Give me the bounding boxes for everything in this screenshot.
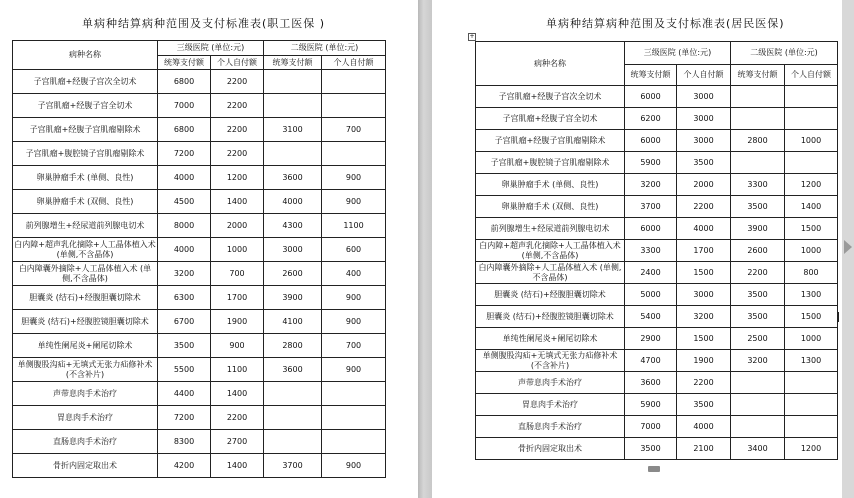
grade3-self-cell: 1500 (677, 262, 731, 284)
grade3-pool-cell: 7000 (158, 94, 211, 118)
table-row (476, 372, 838, 394)
grade2-self-cell (785, 416, 838, 438)
grade3-self-cell: 3000 (677, 86, 731, 108)
disease-name-cell: 单侧腹股沟疝+无填式无张力疝修补术 (不含补片) (13, 358, 158, 382)
grade3-self-cell: 1100 (211, 358, 264, 382)
disease-name-cell: 白内障囊外摘除+人工晶体植入术 (单侧,不含晶体) (476, 262, 625, 284)
table-row (13, 430, 386, 454)
table-row (476, 86, 838, 108)
grade2-pool-cell: 4100 (264, 310, 322, 334)
grade2-pool-cell: 3700 (264, 454, 322, 478)
grade2-pool-cell: 2600 (731, 240, 785, 262)
table-row (476, 328, 838, 350)
grade2-pool-cell (264, 94, 322, 118)
grade2-self-cell (785, 394, 838, 416)
grade2-self-cell: 900 (322, 358, 386, 382)
grade2-self-cell: 1000 (785, 328, 838, 350)
table-move-handle-icon[interactable]: + (469, 33, 475, 40)
grade3-self-cell: 2000 (211, 214, 264, 238)
header-grade2: 二级医院 (单位:元) (731, 42, 838, 65)
grade2-pool-cell (731, 394, 785, 416)
disease-name-cell: 直肠息肉手术治疗 (476, 416, 625, 438)
disease-name-cell: 胃息肉手术治疗 (13, 406, 158, 430)
grade3-self-cell: 2200 (677, 196, 731, 218)
grade3-pool-cell: 5500 (158, 358, 211, 382)
disease-name-cell: 单侧腹股沟疝+无填式无张力疝修补术 (不含补片) (476, 350, 625, 372)
grade3-self-cell: 1900 (677, 350, 731, 372)
grade3-self-cell: 3500 (677, 152, 731, 174)
grade2-pool-cell: 3900 (731, 218, 785, 240)
grade2-self-cell: 900 (322, 166, 386, 190)
grade3-pool-cell: 7200 (158, 406, 211, 430)
grade3-pool-cell: 4200 (158, 454, 211, 478)
table-row (13, 70, 386, 94)
grade2-self-cell: 700 (322, 334, 386, 358)
table-row (476, 108, 838, 130)
grade3-pool-cell: 5900 (625, 152, 677, 174)
page-title-employee: 单病种结算病种范围及支付标准表(职工医保 ) (82, 17, 326, 30)
grade2-self-cell (322, 142, 386, 166)
grade3-self-cell: 900 (211, 334, 264, 358)
grade3-self-cell: 1900 (211, 310, 264, 334)
grade3-self-cell: 4000 (677, 218, 731, 240)
table-row (476, 174, 838, 196)
grade2-self-cell: 1300 (785, 284, 838, 306)
table-row (13, 94, 386, 118)
grade2-self-cell: 900 (322, 310, 386, 334)
grade2-self-cell: 1000 (785, 130, 838, 152)
grade3-pool-cell: 4000 (158, 166, 211, 190)
grade3-pool-cell: 8000 (158, 214, 211, 238)
grade2-pool-cell: 4300 (264, 214, 322, 238)
page-gutter (418, 0, 432, 498)
grade3-pool-cell: 7000 (625, 416, 677, 438)
grade3-pool-cell: 5400 (625, 306, 677, 328)
grade3-pool-cell: 6000 (625, 86, 677, 108)
table-row (13, 382, 386, 406)
grade3-pool-cell: 6000 (625, 130, 677, 152)
disease-name-cell: 子宫肌瘤+经腹子宫肌瘤剔除术 (13, 118, 158, 142)
grade2-pool-cell: 2600 (264, 262, 322, 286)
disease-name-cell: 胆囊炎 (结石)+经腹腔镜胆囊切除术 (476, 306, 625, 328)
table-row (476, 130, 838, 152)
grade2-pool-cell (264, 430, 322, 454)
grade2-pool-cell (264, 406, 322, 430)
table-row (13, 310, 386, 334)
disease-name-cell: 子宫肌瘤+腹腔镜子宫肌瘤剔除术 (13, 142, 158, 166)
text-cursor (838, 312, 839, 322)
grade3-self-cell: 3500 (677, 394, 731, 416)
grade3-pool-cell: 6800 (158, 70, 211, 94)
table-row (476, 350, 838, 372)
grade2-pool-cell (731, 152, 785, 174)
header-grade2-self: 个人自付额 (322, 56, 386, 70)
table-row (476, 438, 838, 460)
grade2-self-cell: 700 (322, 118, 386, 142)
disease-name-cell: 子宫肌瘤+经腹子宫次全切术 (13, 70, 158, 94)
header-grade3-self: 个人自付额 (211, 56, 264, 70)
grade2-pool-cell (264, 142, 322, 166)
grade2-pool-cell: 3100 (264, 118, 322, 142)
grade3-pool-cell: 6700 (158, 310, 211, 334)
table-row (476, 218, 838, 240)
disease-name-cell: 子宫肌瘤+经腹子宫全切术 (13, 94, 158, 118)
grade2-pool-cell: 3500 (731, 196, 785, 218)
grade2-self-cell: 900 (322, 286, 386, 310)
grade3-pool-cell: 6300 (158, 286, 211, 310)
disease-name-cell: 胆囊炎 (结石)+经腹胆囊切除术 (476, 284, 625, 306)
disease-name-cell: 白内障+超声乳化摘除+人工晶体植入术 (单侧,不含晶体) (13, 238, 158, 262)
table-row (13, 334, 386, 358)
table-row (13, 454, 386, 478)
header-disease-name: 病种名称 (476, 42, 625, 86)
grade3-pool-cell: 3200 (158, 262, 211, 286)
grade3-self-cell: 3000 (677, 108, 731, 130)
grade2-pool-cell (264, 382, 322, 406)
disease-name-cell: 胆囊炎 (结石)+经腹胆囊切除术 (13, 286, 158, 310)
disease-name-cell: 卵巢肿瘤手术 (双侧、良性) (476, 196, 625, 218)
grade3-pool-cell: 6000 (625, 218, 677, 240)
disease-name-cell: 卵巢肿瘤手术 (单侧、良性) (13, 166, 158, 190)
header-grade3-self: 个人自付额 (677, 65, 731, 86)
table-row (13, 262, 386, 286)
grade2-pool-cell: 3600 (264, 358, 322, 382)
grade2-self-cell: 400 (322, 262, 386, 286)
grade3-pool-cell: 3600 (625, 372, 677, 394)
grade2-pool-cell: 3400 (731, 438, 785, 460)
grade2-pool-cell (264, 70, 322, 94)
grade3-pool-cell: 3700 (625, 196, 677, 218)
grade3-self-cell: 1400 (211, 454, 264, 478)
disease-name-cell: 单纯性阑尾炎+阑尾切除术 (476, 328, 625, 350)
employee-insurance-table (12, 40, 386, 478)
grade3-self-cell: 3000 (677, 130, 731, 152)
grade3-pool-cell: 3300 (625, 240, 677, 262)
grade3-pool-cell: 2900 (625, 328, 677, 350)
grade3-self-cell: 1400 (211, 190, 264, 214)
table-row (476, 152, 838, 174)
grade2-self-cell: 1500 (785, 218, 838, 240)
page-title-resident: 单病种结算病种范围及支付标准表(居民医保) (546, 17, 785, 30)
grade3-pool-cell: 4700 (625, 350, 677, 372)
grade3-self-cell: 3200 (677, 306, 731, 328)
header-disease-name: 病种名称 (13, 41, 158, 70)
grade2-self-cell (322, 406, 386, 430)
grade3-self-cell: 1500 (677, 328, 731, 350)
table-row (13, 118, 386, 142)
grade3-pool-cell: 6200 (625, 108, 677, 130)
table-row (476, 416, 838, 438)
table-row (13, 286, 386, 310)
grade3-self-cell: 1200 (211, 166, 264, 190)
grade2-self-cell: 1200 (785, 174, 838, 196)
grade3-self-cell: 2200 (211, 142, 264, 166)
grade3-self-cell: 2200 (677, 372, 731, 394)
vertical-scroll-edge[interactable] (842, 0, 854, 498)
grade3-self-cell: 2700 (211, 430, 264, 454)
grade2-self-cell (785, 108, 838, 130)
grade3-self-cell: 1700 (677, 240, 731, 262)
grade3-pool-cell: 4400 (158, 382, 211, 406)
grade2-self-cell: 1100 (322, 214, 386, 238)
grade3-self-cell: 1000 (211, 238, 264, 262)
grade2-pool-cell: 3900 (264, 286, 322, 310)
grade2-pool-cell: 2500 (731, 328, 785, 350)
grade3-pool-cell: 4000 (158, 238, 211, 262)
disease-name-cell: 单纯性阑尾炎+阑尾切除术 (13, 334, 158, 358)
disease-name-cell: 胃息肉手术治疗 (476, 394, 625, 416)
table-row (476, 240, 838, 262)
grade2-pool-cell: 3500 (731, 284, 785, 306)
disease-name-cell: 子宫肌瘤+腹腔镜子宫肌瘤剔除术 (476, 152, 625, 174)
disease-name-cell: 骨折内固定取出术 (476, 438, 625, 460)
grade3-self-cell: 2200 (211, 406, 264, 430)
grade3-self-cell: 4000 (677, 416, 731, 438)
disease-name-cell: 骨折内固定取出术 (13, 454, 158, 478)
grade3-self-cell: 2200 (211, 118, 264, 142)
grade2-pool-cell: 3000 (264, 238, 322, 262)
grade2-pool-cell: 2800 (731, 130, 785, 152)
grade2-pool-cell (731, 108, 785, 130)
grade2-pool-cell: 4000 (264, 190, 322, 214)
grade3-self-cell: 1700 (211, 286, 264, 310)
grade2-pool-cell: 3500 (731, 306, 785, 328)
disease-name-cell: 声带息肉手术治疗 (13, 382, 158, 406)
table-row (476, 262, 838, 284)
table-row (476, 306, 838, 328)
header-grade2: 二级医院 (单位:元) (264, 41, 386, 56)
disease-name-cell: 白内障囊外摘除+人工晶体植入术 (单侧,不含晶体) (13, 262, 158, 286)
table-resize-handle-icon[interactable] (648, 466, 660, 472)
grade2-self-cell: 1400 (785, 196, 838, 218)
table-row (476, 196, 838, 218)
grade2-self-cell (322, 382, 386, 406)
grade3-self-cell: 1400 (211, 382, 264, 406)
grade2-self-cell: 900 (322, 454, 386, 478)
scroll-arrow-icon[interactable] (844, 240, 852, 254)
grade3-self-cell: 3000 (677, 284, 731, 306)
header-grade3-pool: 统筹支付额 (158, 56, 211, 70)
grade3-pool-cell: 7200 (158, 142, 211, 166)
grade3-pool-cell: 4500 (158, 190, 211, 214)
disease-name-cell: 白内障+超声乳化摘除+人工晶体植入术 (单侧,不含晶体) (476, 240, 625, 262)
disease-name-cell: 胆囊炎 (结石)+经腹腔镜胆囊切除术 (13, 310, 158, 334)
grade2-self-cell: 1500 (785, 306, 838, 328)
header-grade3: 三级医院 (单位:元) (625, 42, 731, 65)
disease-name-cell: 卵巢肿瘤手术 (单侧、良性) (476, 174, 625, 196)
grade3-self-cell: 2200 (211, 70, 264, 94)
grade2-self-cell: 900 (322, 190, 386, 214)
grade2-pool-cell: 3300 (731, 174, 785, 196)
grade3-pool-cell: 3500 (625, 438, 677, 460)
table-row (13, 214, 386, 238)
disease-name-cell: 子宫肌瘤+经腹子宫次全切术 (476, 86, 625, 108)
resident-insurance-table (475, 41, 838, 460)
table-row (13, 358, 386, 382)
grade3-self-cell: 2000 (677, 174, 731, 196)
grade2-pool-cell: 3200 (731, 350, 785, 372)
grade2-self-cell (785, 152, 838, 174)
grade2-pool-cell (731, 372, 785, 394)
grade2-self-cell: 1000 (785, 240, 838, 262)
grade2-self-cell (322, 70, 386, 94)
grade3-pool-cell: 2400 (625, 262, 677, 284)
grade3-self-cell: 2100 (677, 438, 731, 460)
grade2-self-cell: 600 (322, 238, 386, 262)
grade2-self-cell (785, 372, 838, 394)
table-row (13, 406, 386, 430)
header-grade2-self: 个人自付额 (785, 65, 838, 86)
grade2-pool-cell: 2200 (731, 262, 785, 284)
disease-name-cell: 卵巢肿瘤手术 (双侧、良性) (13, 190, 158, 214)
disease-name-cell: 直肠息肉手术治疗 (13, 430, 158, 454)
header-grade3-pool: 统筹支付额 (625, 65, 677, 86)
grade2-pool-cell: 3600 (264, 166, 322, 190)
header-grade2-pool: 统筹支付额 (264, 56, 322, 70)
grade2-self-cell: 1200 (785, 438, 838, 460)
grade2-self-cell (322, 94, 386, 118)
grade3-self-cell: 700 (211, 262, 264, 286)
grade2-self-cell (785, 86, 838, 108)
grade2-self-cell (322, 430, 386, 454)
table-row (13, 142, 386, 166)
table-row (13, 238, 386, 262)
grade3-pool-cell: 6800 (158, 118, 211, 142)
grade2-self-cell: 800 (785, 262, 838, 284)
grade2-pool-cell: 2800 (264, 334, 322, 358)
disease-name-cell: 前列腺增生+经尿道前列腺电切术 (13, 214, 158, 238)
grade3-pool-cell: 3200 (625, 174, 677, 196)
table-row (476, 284, 838, 306)
disease-name-cell: 前列腺增生+经尿道前列腺电切术 (476, 218, 625, 240)
table-row (13, 166, 386, 190)
table-row (13, 190, 386, 214)
disease-name-cell: 子宫肌瘤+经腹子宫肌瘤剔除术 (476, 130, 625, 152)
grade3-pool-cell: 3500 (158, 334, 211, 358)
grade3-pool-cell: 8300 (158, 430, 211, 454)
disease-name-cell: 声带息肉手术治疗 (476, 372, 625, 394)
grade2-pool-cell (731, 86, 785, 108)
grade3-pool-cell: 5000 (625, 284, 677, 306)
grade3-self-cell: 2200 (211, 94, 264, 118)
header-grade2-pool: 统筹支付额 (731, 65, 785, 86)
grade2-self-cell: 1300 (785, 350, 838, 372)
grade2-pool-cell (731, 416, 785, 438)
disease-name-cell: 子宫肌瘤+经腹子宫全切术 (476, 108, 625, 130)
table-row (476, 394, 838, 416)
header-grade3: 三级医院 (单位:元) (158, 41, 264, 56)
grade3-pool-cell: 5900 (625, 394, 677, 416)
